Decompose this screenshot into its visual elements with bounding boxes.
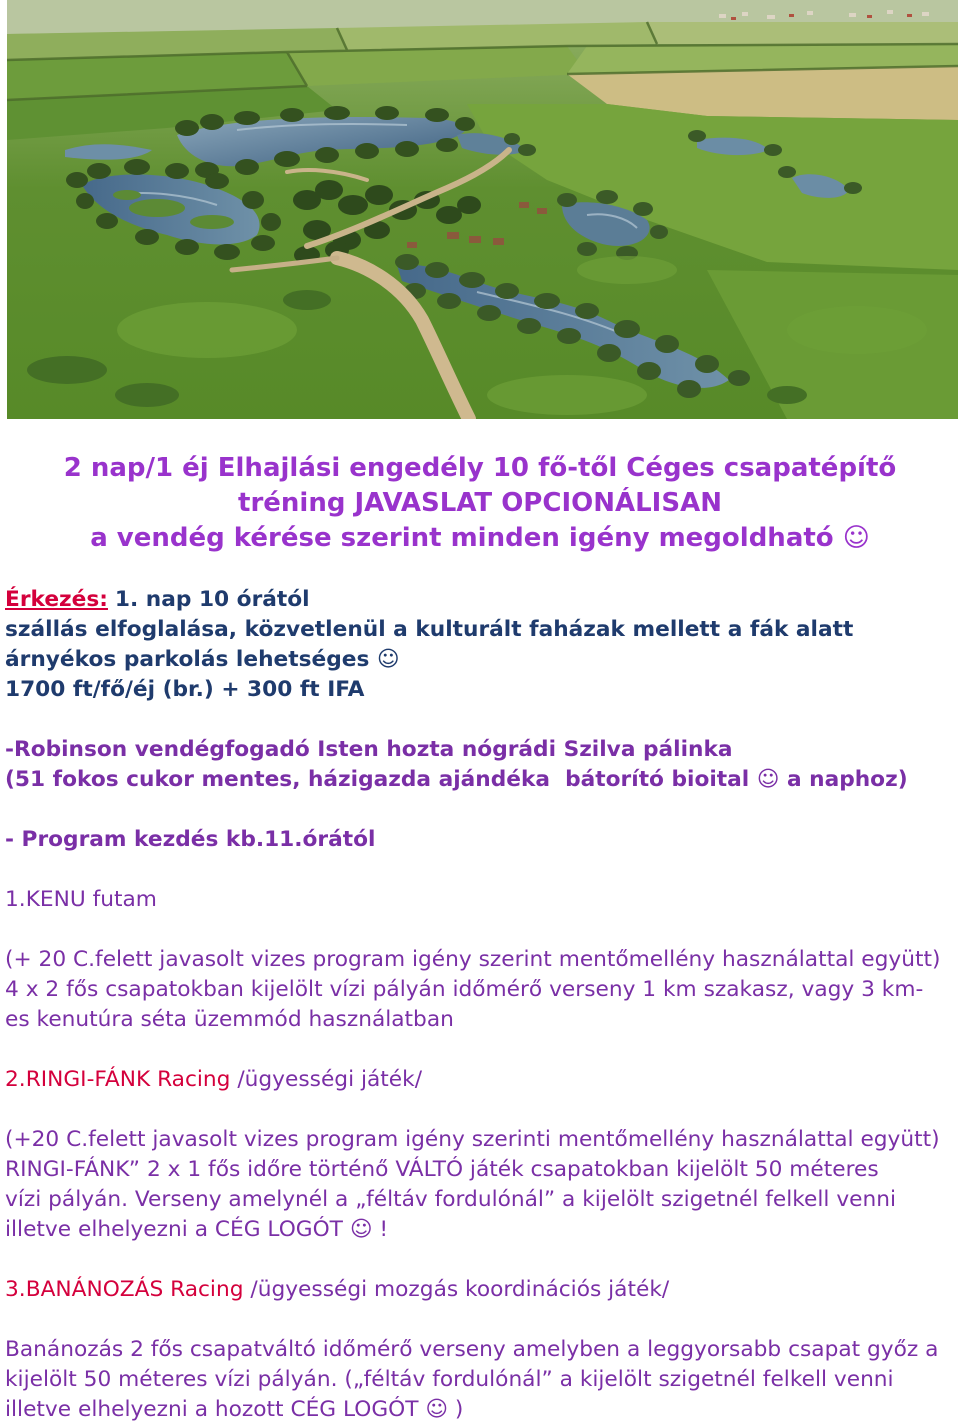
program-title: 3.BANÁNOZÁS Racing [5, 1277, 244, 1302]
title-line: 2 nap/1 éj Elhajlási engedély 10 fő-től Céges csapatépítő [63, 453, 897, 483]
program-title: 2.RINGI-FÁNK Racing [5, 1067, 231, 1092]
program-subtitle: /ügyességi mozgás koordinációs játék/ [250, 1277, 670, 1302]
program-text-line: Banánozás 2 fős csapatváltó időmérő verseny amelyben a leggyorsabb csapat győz a [5, 1337, 939, 1362]
program-heading-bananozas [5, 1275, 958, 1305]
spacer [5, 705, 958, 735]
landscape-photo [7, 0, 958, 419]
program-text-line: es kenutúra séta üzemmód használatban [5, 1007, 454, 1032]
arrival-time: 1. nap 10 órától [114, 587, 310, 612]
program-heading-ringi-fank [5, 1065, 958, 1095]
arrival-line [5, 585, 958, 615]
spacer [5, 1305, 958, 1335]
program-text-line: vízi pályán. Verseny amelynél a „féltáv fordulónál” a kijelölt szigetnél felkell venni [5, 1187, 897, 1212]
spacer [5, 855, 958, 885]
spacer [5, 1035, 958, 1065]
welcome-line: (51 fokos cukor mentes, házigazda ajándéka bátorító bioital ☺ a naphoz) [5, 767, 908, 792]
program-text-line: (+ 20 C.felett javasolt vizes program igény szerint mentőmellény használattal együtt) [5, 947, 941, 972]
arrival-detail-line: szállás elfoglalása, közvetlenül a kulturált faházak mellett a fák alatt [5, 617, 854, 642]
arrival-label: Érkezés: [5, 587, 108, 612]
spacer [5, 1245, 958, 1275]
program-heading-kenu: 1.KENU futam [5, 887, 157, 912]
title-line: tréning JAVASLAT OPCIONÁLISAN [238, 488, 722, 518]
spacer [5, 1095, 958, 1125]
program-subtitle: /ügyességi játék/ [237, 1067, 423, 1092]
title-line: a vendég kérése szerint minden igény megoldható ☺ [90, 523, 870, 553]
arrival-detail-line: árnyékos parkolás lehetséges ☺ [5, 647, 400, 672]
price-line: 1700 ft/fő/éj (br.) + 300 ft IFA [5, 677, 365, 702]
page-title [0, 451, 960, 556]
program-text-line: (+20 C.felett javasolt vizes program igény szerinti mentőmellény használattal együtt) [5, 1127, 940, 1152]
welcome-line: -Robinson vendégfogadó Isten hozta nógrádi Szilva pálinka [5, 737, 733, 762]
program-text-line: kijelölt 50 méteres vízi pályán. („féltáv fordulónál” a kijelölt szigetnél felkell venni [5, 1367, 894, 1392]
header-photo [7, 0, 958, 419]
program-text-line: RINGI-FÁNK” 2 x 1 fős időre történő VÁLTÓ játék csapatokban kijelölt 50 méteres [5, 1157, 879, 1182]
program-start: - Program kezdés kb.11.órától [5, 827, 376, 852]
spacer [5, 795, 958, 825]
program-text-line: 4 x 2 fős csapatokban kijelölt vízi pályán időmérő verseny 1 km szakasz, vagy 3 km- [5, 977, 924, 1002]
document-body [5, 585, 958, 1425]
program-text-line: illetve elhelyezni a hozott CÉG LOGÓT ☺ ) [5, 1397, 464, 1422]
spacer [5, 915, 958, 945]
program-text-line: illetve elhelyezni a CÉG LOGÓT ☺ ! [5, 1217, 389, 1242]
